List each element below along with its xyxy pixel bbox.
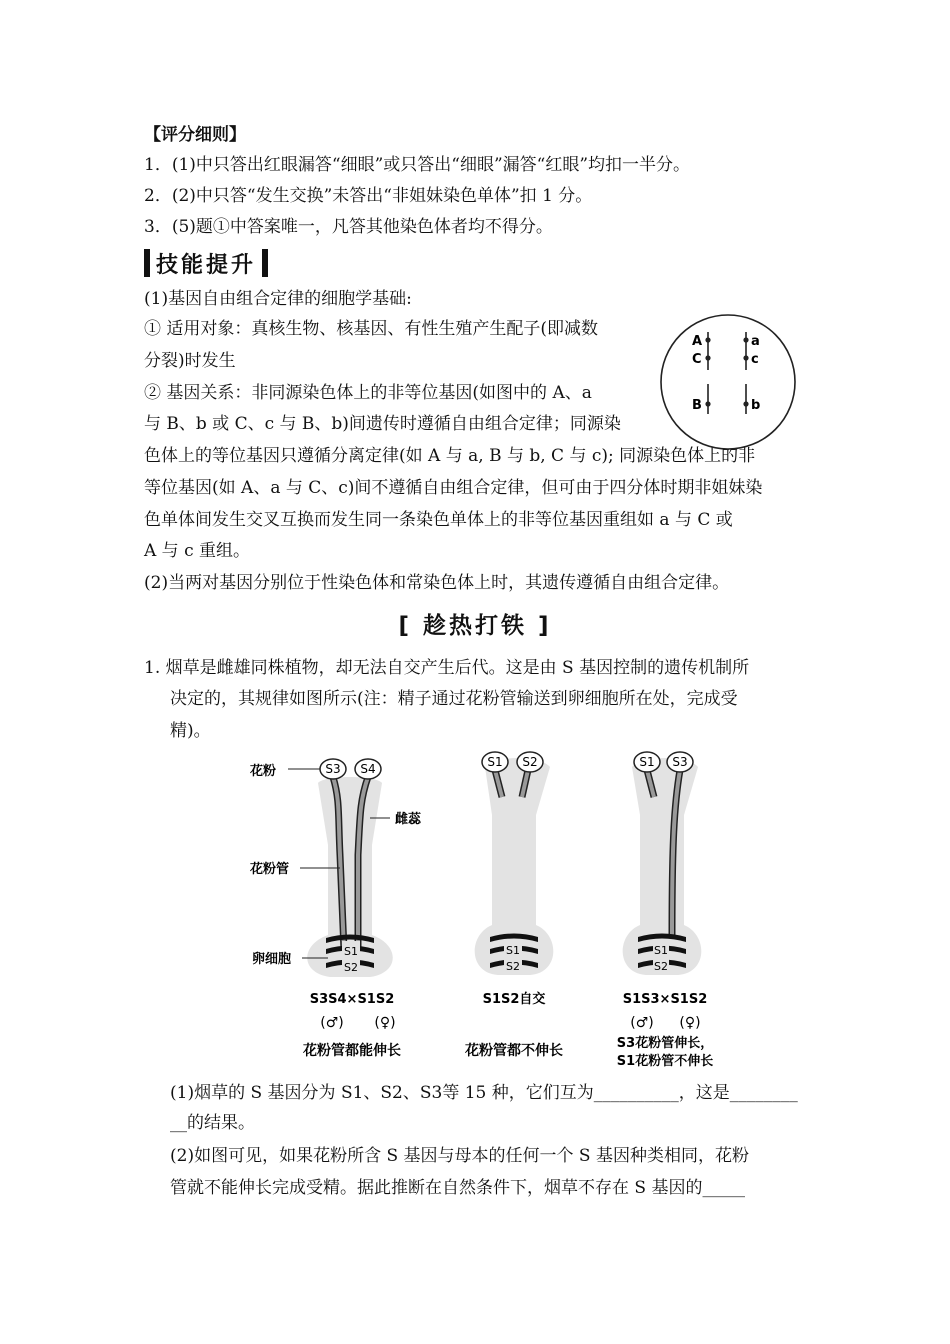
- skill-title: 技能提升: [156, 252, 257, 278]
- panel2-top-left-gene: S1: [487, 755, 503, 769]
- gene-label-b: b: [751, 398, 761, 413]
- skill-line-10: (2)当两对基因分别位于性染色体和常染色体上时，其遗传遵循自由组合定律。: [144, 573, 730, 593]
- skill-line-7: 等位基因(如 A、a 与 C、c)间不遵循自由组合定律，但可由于四分体时期非姐妹染: [144, 478, 763, 498]
- cell-chromosome-diagram: [658, 312, 798, 452]
- practice-title: [ 趁热打铁 ]: [398, 613, 552, 639]
- panel3-result-2: S1花粉管不伸长: [616, 1054, 714, 1069]
- panel1-cross: S3S4×S1S2: [309, 992, 395, 1007]
- skill-line-6: 色体上的等位基因只遵循分离定律(如 A 与 a, B 与 b, C 与 c); 同源染色体上的非: [144, 446, 756, 466]
- sub1-line-1: (1)烟草的 S 基因分为 S1、S2、S3等 15 种，它们互为__________，这是________: [170, 1083, 798, 1103]
- skill-line-3: 分裂)时发生: [144, 351, 236, 371]
- panel3-cross: S1S3×S1S2: [622, 992, 708, 1007]
- skill-line-5: 与 B、b 或 C、c 与 B、b)间遗传时遵循自由组合定律；同源染: [144, 414, 621, 434]
- sub1-line-2: __的结果。: [170, 1113, 255, 1133]
- svg-text:S1: S1: [344, 945, 358, 958]
- gene-label-c: c: [751, 352, 759, 367]
- panel3-result-1: S3花粉管伸长，: [616, 1036, 714, 1051]
- sub2-line-1: (2)如图可见，如果花粉所含 S 基因与母本的任何一个 S 基因种类相同，花粉: [170, 1146, 749, 1166]
- skill-line-2: ① 适用对象：真核生物、核基因、有性生殖产生配子(即减数: [144, 319, 599, 339]
- skill-line-8: 色单体间发生交叉互换而发生同一条染色单体上的非等位基因重组如 a 与 C 或: [144, 510, 733, 530]
- svg-text:S1: S1: [654, 944, 668, 957]
- rubric-item-3: 3．(5)题①中答案唯一，凡答其他染色体者均不得分。: [144, 217, 553, 237]
- q1-line-3: 精)。: [170, 721, 211, 741]
- gene-label-B: B: [692, 398, 702, 413]
- gene-label-a: a: [751, 334, 760, 349]
- q1-line-2: 决定的，其规律如图所示(注：精子通过花粉管输送到卵细胞所在处，完成受: [170, 689, 738, 709]
- rubric-item-2: 2．(2)中只答“发生交换”未答出“非姐妹染色单体”扣 1 分。: [144, 186, 593, 206]
- svg-text:S2: S2: [344, 961, 358, 974]
- sub2-line-2: 管就不能伸长完成受精。据此推断在自然条件下，烟草不存在 S 基因的_____: [170, 1178, 745, 1198]
- panel3-top-right-gene: S3: [672, 755, 688, 769]
- panel2-result: 花粉管都不伸长: [465, 1043, 563, 1059]
- rubric-heading: 【评分细则】: [144, 125, 246, 145]
- svg-text:S2: S2: [654, 960, 668, 973]
- skill-line-4: ② 基因关系：非同源染色体上的非等位基因(如图中的 A、a: [144, 383, 592, 403]
- label-tube: 花粉管: [250, 862, 290, 877]
- skill-line-1: (1)基因自由组合定律的细胞学基础:: [144, 289, 412, 309]
- panel3-male: (♂): [630, 1015, 654, 1031]
- section-bar-right: [262, 249, 268, 277]
- panel1-male: (♂): [320, 1015, 344, 1031]
- panel1-top-right-gene: S4: [360, 762, 376, 776]
- panel1-female: (♀): [374, 1015, 396, 1031]
- svg-text:S2: S2: [506, 960, 520, 973]
- q1-line-1: 1. 烟草是雌雄同株植物，却无法自交产生后代。这是由 S 基因控制的遗传机制所: [144, 658, 750, 678]
- label-pistil: 雌蕊: [395, 812, 422, 827]
- skill-line-9: A 与 c 重组。: [144, 541, 251, 561]
- panel1-result: 花粉管都能伸长: [303, 1043, 401, 1059]
- pollen-tube-figure: [240, 745, 740, 1075]
- skill-section-header: [144, 247, 268, 279]
- panel2-cross: S1S2自交: [482, 992, 546, 1007]
- panel1-top-left-gene: S3: [325, 762, 341, 776]
- svg-text:S1: S1: [506, 944, 520, 957]
- panel2-top-right-gene: S2: [522, 755, 538, 769]
- gene-label-C: C: [692, 352, 702, 367]
- rubric-item-1: 1．(1)中只答出红眼漏答“细眼”或只答出“细眼”漏答“红眼”均扣一半分。: [144, 155, 691, 175]
- label-egg: 卵细胞: [252, 952, 292, 967]
- panel3-top-left-gene: S1: [639, 755, 655, 769]
- panel3-female: (♀): [679, 1015, 701, 1031]
- section-bar-left: [144, 249, 150, 277]
- gene-label-A: A: [692, 334, 703, 349]
- label-pollen: 花粉: [250, 764, 277, 779]
